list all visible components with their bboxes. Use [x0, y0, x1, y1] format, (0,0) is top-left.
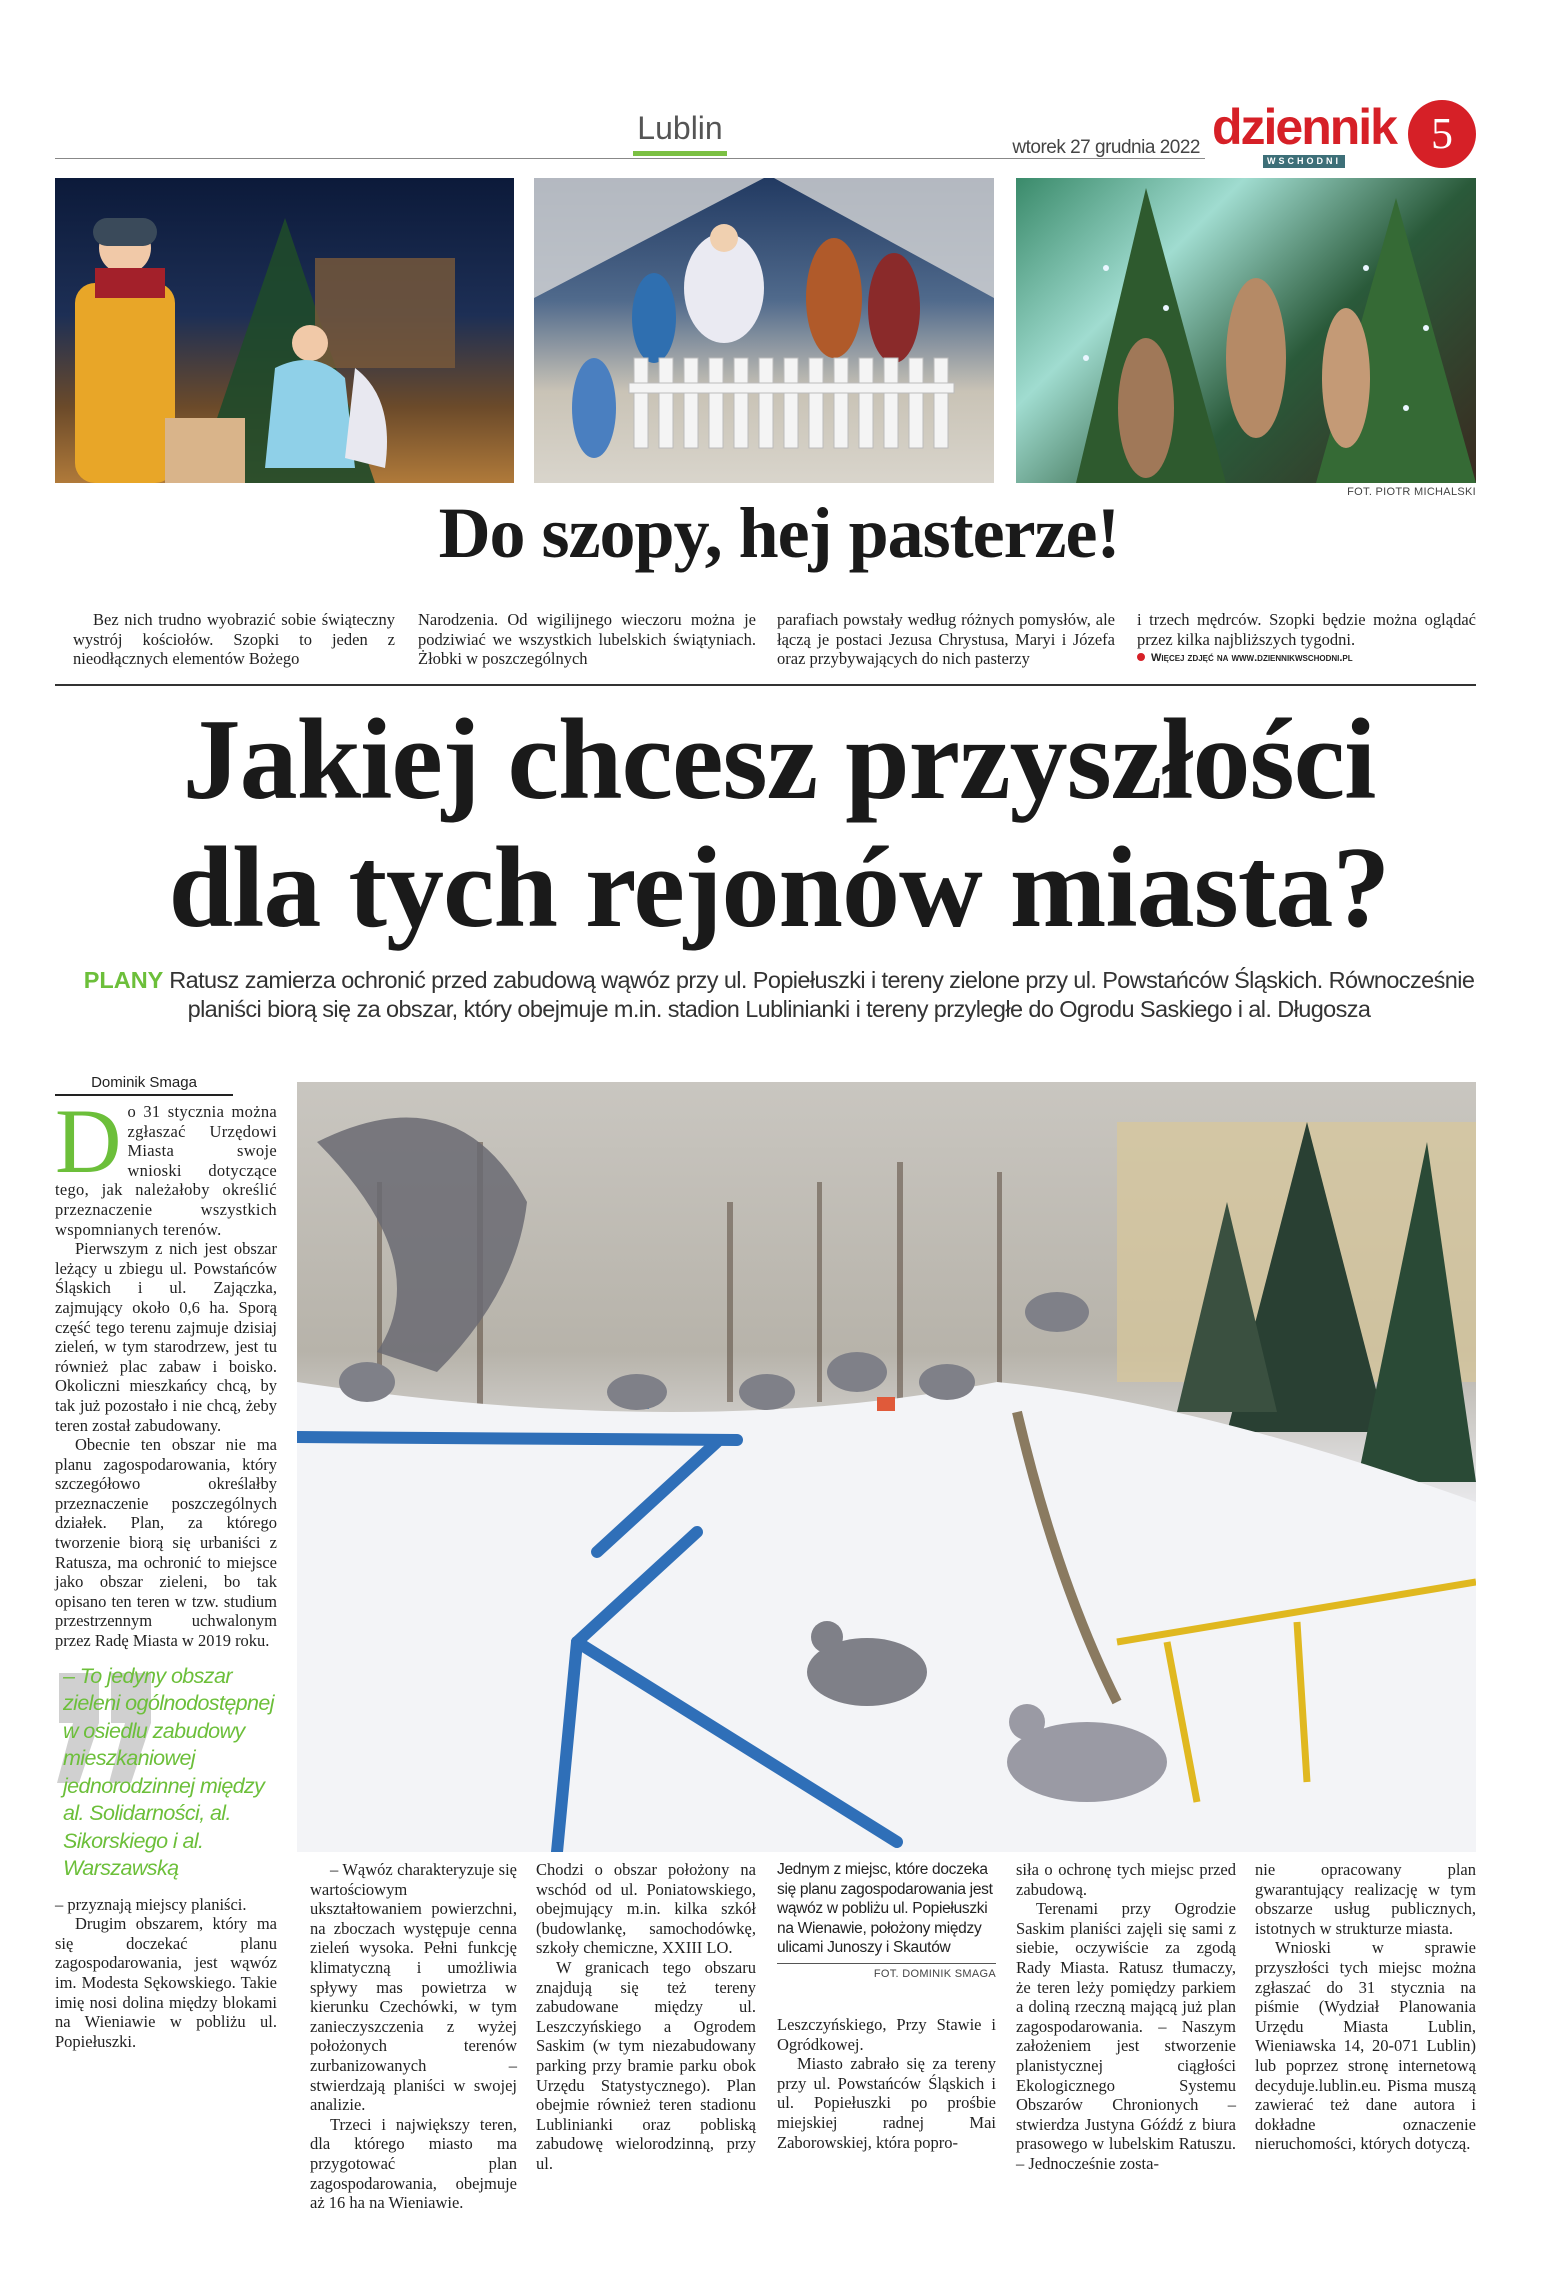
pull-quote-text: – To jedyny obszar zieleni ogólnodostępnej w osiedlu zabudowy mieszkaniowej jednorodzinnej między al. Solidarności, al. Sikorskiego i al. Warszawską	[63, 1663, 274, 1881]
paragraph: siła o ochronę tych miejsc przed zabudową.	[1016, 1860, 1236, 1899]
masthead	[1012, 100, 1476, 168]
paragraph: Trzeci i największy teren, dla którego miasto ma przygotować plan zagospodarowania, obejmuje aż 16 ha na Wieniawie.	[310, 2114, 517, 2213]
gallery-text: Narodzenia. Od wigilijnego wieczoru można je podziwiać we wszystkich lubelskich świątyniach. Żłobki w poszczególnych	[418, 610, 756, 669]
article-lead	[60, 966, 1498, 1024]
page-number: 5	[1408, 100, 1476, 168]
paragraph: W granicach tego obszaru znajdują się też tereny zabudowane między ul. Leszczyńskiego a Ogrodem Saskim (w tym niezabudowany parking przy bramie parku obok Urzędu Statystycznego). Plan obejmie również teren stadionu Lublinianki oraz pobliską zabudowę wielorodzinną, przy ul.	[536, 1957, 756, 2173]
nativity-photo-1-art	[55, 178, 514, 483]
paragraph: Leszczyńskiego, Przy Stawie i Ogródkowej.	[777, 2014, 996, 2054]
nativity-photo-3-art	[1016, 178, 1476, 483]
paragraph: Chodzi o obszar położony na wschód od ul. Poniatowskiego, obejmujący m.in. kilka szkół (budowlankę, samochodówkę, szkoły chemiczne, XXIII LO.	[536, 1860, 756, 1958]
ravine-photo-art	[297, 1082, 1476, 1852]
drop-cap: D	[55, 1090, 122, 1192]
paragraph: Miasto zabrało się za tereny przy ul. Powstańców Śląskich i ul. Popiełuszki po prośbie miejskiej radnej Mai Zaborowskiej, która popro-	[777, 2054, 996, 2152]
paragraph: – Wąwóz charakteryzuje się wartościowym ukształtowaniem powierzchni, na zboczach występuje cenna zieleń wysoka. Pełni funkcję klimatyczną i umożliwia spływy mas powietrza w kierunku Czechówki, w tym zanieczyszczenia z wyżej położonych terenów zurbanizowanych – stwierdzają planiści w swojej analizie.	[310, 1860, 517, 2115]
nativity-photo-1	[55, 178, 514, 483]
gallery-title: Do szopy, hej pasterze!	[438, 493, 1120, 573]
headline-line-2: dla tych rejonów miasta?	[168, 824, 1390, 952]
section-label	[560, 110, 800, 156]
gallery-text: i trzech mędrców. Szopki będzie można oglądać przez kilka najbliższych tygodni.	[1137, 610, 1476, 649]
paragraph: Pierwszym z nich jest obszar leżący u zbiegu ul. Powstańców Śląskich i ul. Zajączka, zajmujący około 0,6 ha. Sporą część tego terenu zajmuje dzisiaj zieleń, w tym starodrzew, jest tu również plac zabaw i boisko. Okoliczni mieszkańcy chcą, by tak już pozostało i nie chcą, żeby teren został zabudowany.	[55, 1239, 277, 1435]
byline: Dominik Smaga	[55, 1074, 233, 1096]
caption-rule	[777, 1963, 996, 1964]
newspaper-logo-sub: WSCHODNI	[1263, 155, 1345, 168]
pull-quote	[55, 1663, 277, 1883]
article-col-1	[55, 1090, 277, 2051]
gallery-text: parafiach powstały według różnych pomysłów, ale łączą je postaci Jezusa Chrystusa, Maryi i Józefa oraz przybywających do nich pasterzy	[777, 610, 1115, 669]
paragraph: Terenami przy Ogrodzie Saskim planiści zajęli się sami z siebie, oczywiście za zgodą Rady Miasta. Ratusz tłumaczy, że teren leży pomiędzy parkiem a doliną rzeczną mającą już plan zagospodarowania. – Naszym założeniem jest stworzenie planistycznej ciągłości Ekologicznego Systemu Obszarów Chronionych – stwierdza Justyna Góźdź z biura prasowego w lubelskim Ratuszu. – Jednocześnie zosta-	[1016, 1899, 1236, 2173]
gallery-col-3	[777, 610, 1115, 669]
more-photos-link-text[interactable]: Więcej zdjęć na www.dziennikwschodni.pl	[1151, 652, 1353, 665]
photo-credit: FOT. DOMINIK SMAGA	[873, 1967, 996, 1980]
article-col-6	[1255, 1860, 1476, 2154]
issue-date: wtorek 27 grudnia 2022	[1012, 137, 1200, 158]
ravine-photo	[297, 1082, 1476, 1852]
newspaper-logo: dziennik	[1211, 98, 1396, 155]
article-col-5	[1016, 1860, 1236, 2174]
paragraph: – przyznają miejscy planiści.	[55, 1894, 247, 1914]
section-name: Lublin	[633, 110, 726, 156]
paragraph: o 31 stycznia można zgłaszać Urzędowi Miasta swoje wnioski dotyczące tego, jak należałoby określić przeznaczenie wszystkich wspomnianych terenów.	[55, 1102, 277, 1239]
bullet-icon	[1137, 653, 1145, 661]
photo-caption: Jednym z miejsc, które doczeka się planu zagospodarowania jest wąwóz w pobliżu ul. Popiełuszki na Wienawie, położony między ulicami Junoszy i Skautów	[777, 1861, 993, 1957]
lead-kicker: PLANY	[83, 967, 164, 993]
paragraph: Wnioski w sprawie przyszłości tych miejsc można zgłaszać do 31 stycznia na piśmie (Wydział Planowania Urzędu Miasta Lublin, Wieniawska 14, 20-071 Lublin) lub poprzez stronę internetową decyduje.lublin.eu. Pisma muszą zawierać też dane autora i dokładne oznaczenie nieruchomości, których dotyczą.	[1255, 1938, 1476, 2154]
article-col-4-stack	[777, 1860, 996, 2152]
section-divider	[55, 684, 1476, 686]
article-col-4	[777, 2015, 996, 2152]
lead-text: Ratusz zamierza ochronić przed zabudową wąwóz przy ul. Popiełuszki i tereny zielone przy ul. Powstańców Śląskich. Równocześnie planiści biorą się za obszar, który obejmuje m.in. stadion Lublinianki i tereny przyległe do Ogrodu Saskiego i al. Długosza	[169, 967, 1475, 1022]
article-col-2	[310, 1860, 517, 2213]
gallery-text: Bez nich trudno wyobrazić sobie świąteczny wystrój kościołów. Szopki to jeden z nieodłącznych elementów Bożego	[73, 610, 395, 669]
gallery-col-2	[418, 610, 756, 669]
gallery-col-4	[1137, 610, 1476, 669]
headline-line-1: Jakiej chcesz przyszłości	[182, 696, 1376, 824]
more-photos-link[interactable]	[1137, 649, 1476, 669]
paragraph: Obecnie ten obszar nie ma planu zagospodarowania, który szczegółowo określałby przeznaczenie poszczególnych działek. Plan, za którego tworzenie biorą się urbaniści z Ratusza, ma ochronić to miejsce jako obszar zieleni, bo tak opisano ten teren w tzw. studium przestrzennym uchwalonym przez Radę Miasta w 2019 roku.	[55, 1435, 277, 1651]
nativity-photo-2-art	[534, 178, 994, 483]
newspaper-logo-block	[1211, 98, 1396, 168]
nativity-photo-3	[1016, 178, 1476, 483]
nativity-photo-2	[534, 178, 994, 483]
article-col-3	[536, 1860, 756, 2174]
paragraph: nie opracowany plan gwarantujący realizację w tym obszarze usług publicznych, istotnych w strukturze miasta.	[1255, 1860, 1476, 1938]
gallery-photo-credit: FOT. PIOTR MICHALSKI	[1347, 486, 1476, 498]
paragraph: Drugim obszarem, który ma się doczekać planu zagospodarowania, jest wąwóz im. Modesta Sękowskiego. Takie imię nosi dolina między blokami na Wieniawie w pobliżu ul. Popiełuszki.	[55, 1914, 277, 2051]
gallery-col-1	[73, 610, 395, 669]
